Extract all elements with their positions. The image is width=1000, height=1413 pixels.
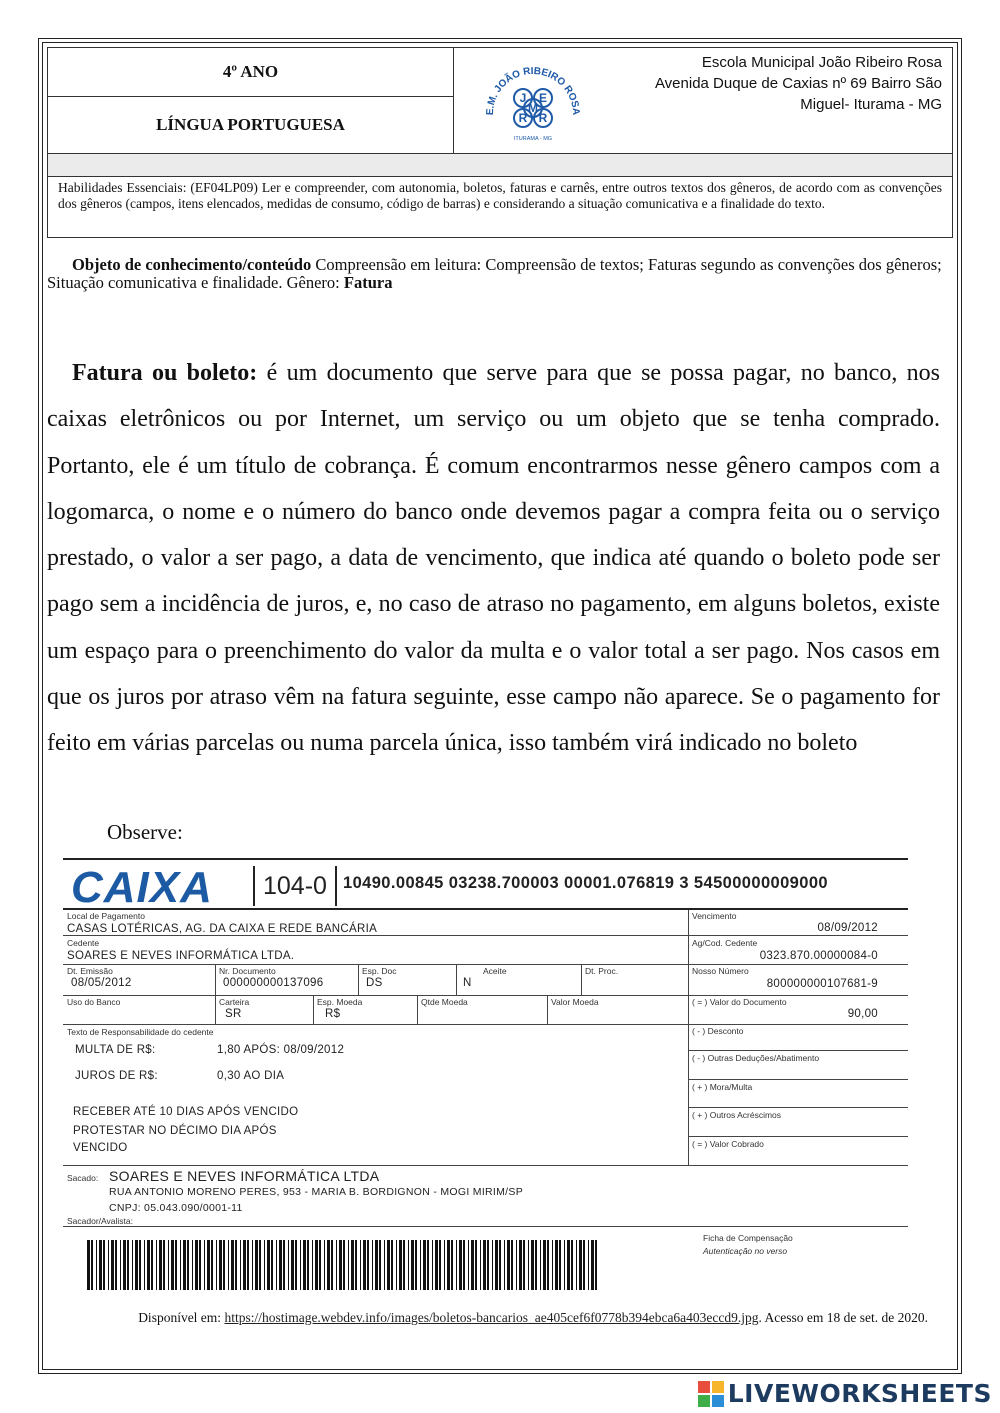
logo-letter-2: E (538, 91, 548, 105)
ficha-label: Ficha de Compensação (703, 1233, 793, 1243)
agencia-value: 0323.870.00000084-0 (759, 950, 878, 962)
juros-label: JUROS DE R$: (75, 1070, 158, 1082)
objeto-genero: Fatura (343, 273, 393, 292)
source-prefix: Disponível em: (138, 1310, 225, 1325)
outros-acrescimos-label: ( + ) Outros Acréscimos (692, 1110, 782, 1120)
bank-logo: CAIXA (71, 863, 213, 912)
col-line-h (547, 995, 548, 1024)
row-line-5 (63, 1165, 908, 1166)
school-logo (478, 56, 588, 146)
school-line-2: Avenida Duque de Caxias nº 69 Bairro São (654, 75, 942, 92)
carteira-label: Carteira (219, 997, 250, 1007)
local-pagamento-value: CASAS LOTÉRICAS, AG. DA CAIXA E REDE BANCÁRIA (67, 923, 378, 935)
valor-cobrado-label: ( = ) Valor Cobrado (692, 1139, 764, 1149)
dt-proc-label: Dt. Proc. (585, 966, 619, 976)
col-line-c (456, 964, 457, 995)
emissao-label: Dt. Emissão (67, 966, 113, 976)
subject-cell (47, 96, 454, 154)
sacado-address: RUA ANTONIO MORENO PERES, 953 - MARIA B. BORDIGNON - MOGI MIRIM/SP (109, 1186, 524, 1198)
documento-value: 000000000137096 (223, 977, 324, 989)
multa-value: 1,80 APÓS: 08/09/2012 (217, 1044, 345, 1056)
row-line-3 (63, 995, 908, 996)
juros-value: 0,30 AO DIA (217, 1070, 285, 1082)
uso-banco-label: Uso do Banco (67, 997, 121, 1007)
row-line-1 (63, 935, 908, 936)
agencia-label: Ag/Cod. Cedente (692, 938, 758, 948)
outras-deducoes-label: ( - ) Outras Deduções/Abatimento (692, 1053, 820, 1063)
mora-label: ( + ) Mora/Multa (692, 1082, 753, 1092)
col-line-b (358, 964, 359, 995)
row-line-4 (63, 1024, 908, 1025)
valor-documento-value: 90,00 (847, 1008, 878, 1020)
logo-letter-3: M (528, 101, 538, 115)
carteira-value: SR (225, 1008, 242, 1020)
logo-bottom-text: ITURAMA - MG (513, 136, 553, 142)
logo-arc-text: E.M. JOÃO RIBEIRO ROSA (484, 65, 582, 116)
right-row-line-1 (688, 1050, 908, 1051)
vencimento-label: Vencimento (692, 911, 737, 921)
right-row-line-2 (688, 1079, 908, 1080)
digitable-line: 10490.00845 03238.700003 00001.076819 3 54500000009000 (343, 874, 828, 892)
emissao-value: 08/05/2012 (71, 977, 132, 989)
aceite-value: N (463, 977, 472, 989)
right-column-divider (688, 910, 689, 1165)
desconto-label: ( - ) Desconto (692, 1026, 744, 1036)
barcode (87, 1240, 602, 1290)
vencimento-value: 08/09/2012 (817, 922, 878, 934)
school-line-3: Miguel- Iturama - MG (800, 96, 942, 113)
col-line-d (581, 964, 582, 995)
col-line-a (215, 964, 216, 995)
multa-label: MULTA DE R$: (75, 1044, 156, 1056)
sacado-name: SOARES E NEVES INFORMÁTICA LTDA (109, 1168, 380, 1184)
source-link[interactable]: https://hostimage.webdev.info/images/boletos-bancarios_ae405cef6f0778b394ebca6a403eccd9.jpg (224, 1310, 759, 1325)
especie-doc-label: Esp. Doc (362, 966, 397, 976)
grade-cell (47, 47, 454, 97)
col-line-f (313, 995, 314, 1024)
objeto-label: Objeto de conhecimento/conteúdo (72, 255, 312, 274)
habilidades-text: Habilidades Essenciais: (EF04LP09) Ler e compreender, com autonomia, boletos, faturas e carnês, entre outros textos dos gêneros, de acordo com as convenções dos gêneros (campos, itens elencados, medidas de consumo, código de barras) e considerando a situação comunicativa e a finalidade do texto. (47, 176, 953, 238)
school-address (612, 52, 942, 115)
source-suffix: . Acesso em 18 de set. de 2020. (758, 1310, 928, 1325)
school-line-1: Escola Municipal João Ribeiro Rosa (701, 54, 942, 71)
esp-moeda-value: R$ (325, 1008, 341, 1020)
grade-label: 4º ANO (222, 62, 279, 81)
documento-label: Nr. Documento (219, 966, 276, 976)
instruction-line-2: PROTESTAR NO DÉCIMO DIA APÓS (73, 1125, 277, 1137)
right-row-line-4 (688, 1136, 908, 1137)
instruction-line-1: RECEBER ATÉ 10 DIAS APÓS VENCIDO (73, 1106, 299, 1118)
local-pagamento-label: Local de Pagamento (67, 911, 145, 921)
nosso-numero-label: Nosso Número (692, 966, 749, 976)
logo-letter-1: J (519, 91, 527, 105)
boleto-header (63, 858, 908, 910)
school-cell (453, 47, 953, 154)
main-paragraph (47, 350, 940, 767)
liveworksheets-text: LIVEWORKSHEETS (727, 1379, 992, 1408)
col-line-g (417, 995, 418, 1024)
objeto-text: Compreensão em leitura: Compreensão de textos; Faturas segundo as convenções dos gêneros; Situação comunicativa e finalidade. Gênero: (47, 255, 942, 292)
sacado-label: Sacado: (67, 1173, 99, 1183)
liveworksheets-logo-icon (698, 1381, 724, 1407)
subject-label: LÍNGUA PORTUGUESA (156, 115, 345, 134)
qtde-moeda-label: Qtde Moeda (421, 997, 468, 1007)
observe-label: Observe: (107, 820, 183, 844)
bank-number: 104-0 (253, 866, 337, 906)
cedente-label: Cedente (67, 938, 100, 948)
logo-letter-5: R (538, 111, 548, 125)
cedente-value: SOARES E NEVES INFORMÁTICA LTDA. (67, 950, 295, 962)
aceite-label: Aceite (483, 966, 507, 976)
objeto-conhecimento (47, 256, 953, 292)
especie-doc-value: DS (366, 977, 383, 989)
header-blank-row (47, 153, 953, 177)
right-row-line-3 (688, 1107, 908, 1108)
logo-letter-4: R (518, 111, 528, 125)
instruction-line-3: VENCIDO (73, 1142, 128, 1154)
boleto-image (63, 858, 908, 1288)
valor-documento-label: ( = ) Valor do Documento (692, 997, 787, 1007)
texto-resp-label: Texto de Responsabilidade do cedente (67, 1027, 214, 1037)
row-line-2 (63, 964, 908, 965)
paragraph-text: é um documento que serve para que se possa pagar, no banco, nos caixas eletrônicos ou por Internet, um serviço ou um objeto que se tenha comprado. Portanto, ele é um título de cobrança. É comum encontrarmos nesse gênero campos com a logomarca, o nome e o número do banco onde devemos pagar a compra feita ou o serviço prestado, o valor a ser pago, a data de vencimento, que indica até quando o boleto pode ser pago sem a incidência de juros, e, no caso de atraso no pagamento, em alguns boletos, existe um espaço para o preenchimento do valor da multa e o valor total a ser pago. Nos casos em que os juros por atraso vêm na fatura seguinte, esse campo não aparece. Se o pagamento for feito em várias parcelas ou numa parcela única, isso também virá indicado no boleto (47, 360, 940, 757)
nosso-numero-value: 800000000107681-9 (766, 978, 878, 990)
header-table (47, 47, 953, 237)
source-citation (118, 1310, 928, 1326)
sacador-label: Sacador/Avalista: (67, 1216, 133, 1226)
row-line-6 (63, 1226, 908, 1227)
valor-moeda-label: Valor Moeda (551, 997, 599, 1007)
col-line-e (215, 995, 216, 1024)
liveworksheets-watermark (698, 1379, 992, 1408)
sacado-cnpj: CNPJ: 05.043.090/0001-11 (109, 1202, 243, 1214)
autenticacao-label: Autenticação no verso (703, 1246, 788, 1256)
esp-moeda-label: Esp. Moeda (317, 997, 363, 1007)
paragraph-term: Fatura ou boleto: (72, 360, 258, 386)
